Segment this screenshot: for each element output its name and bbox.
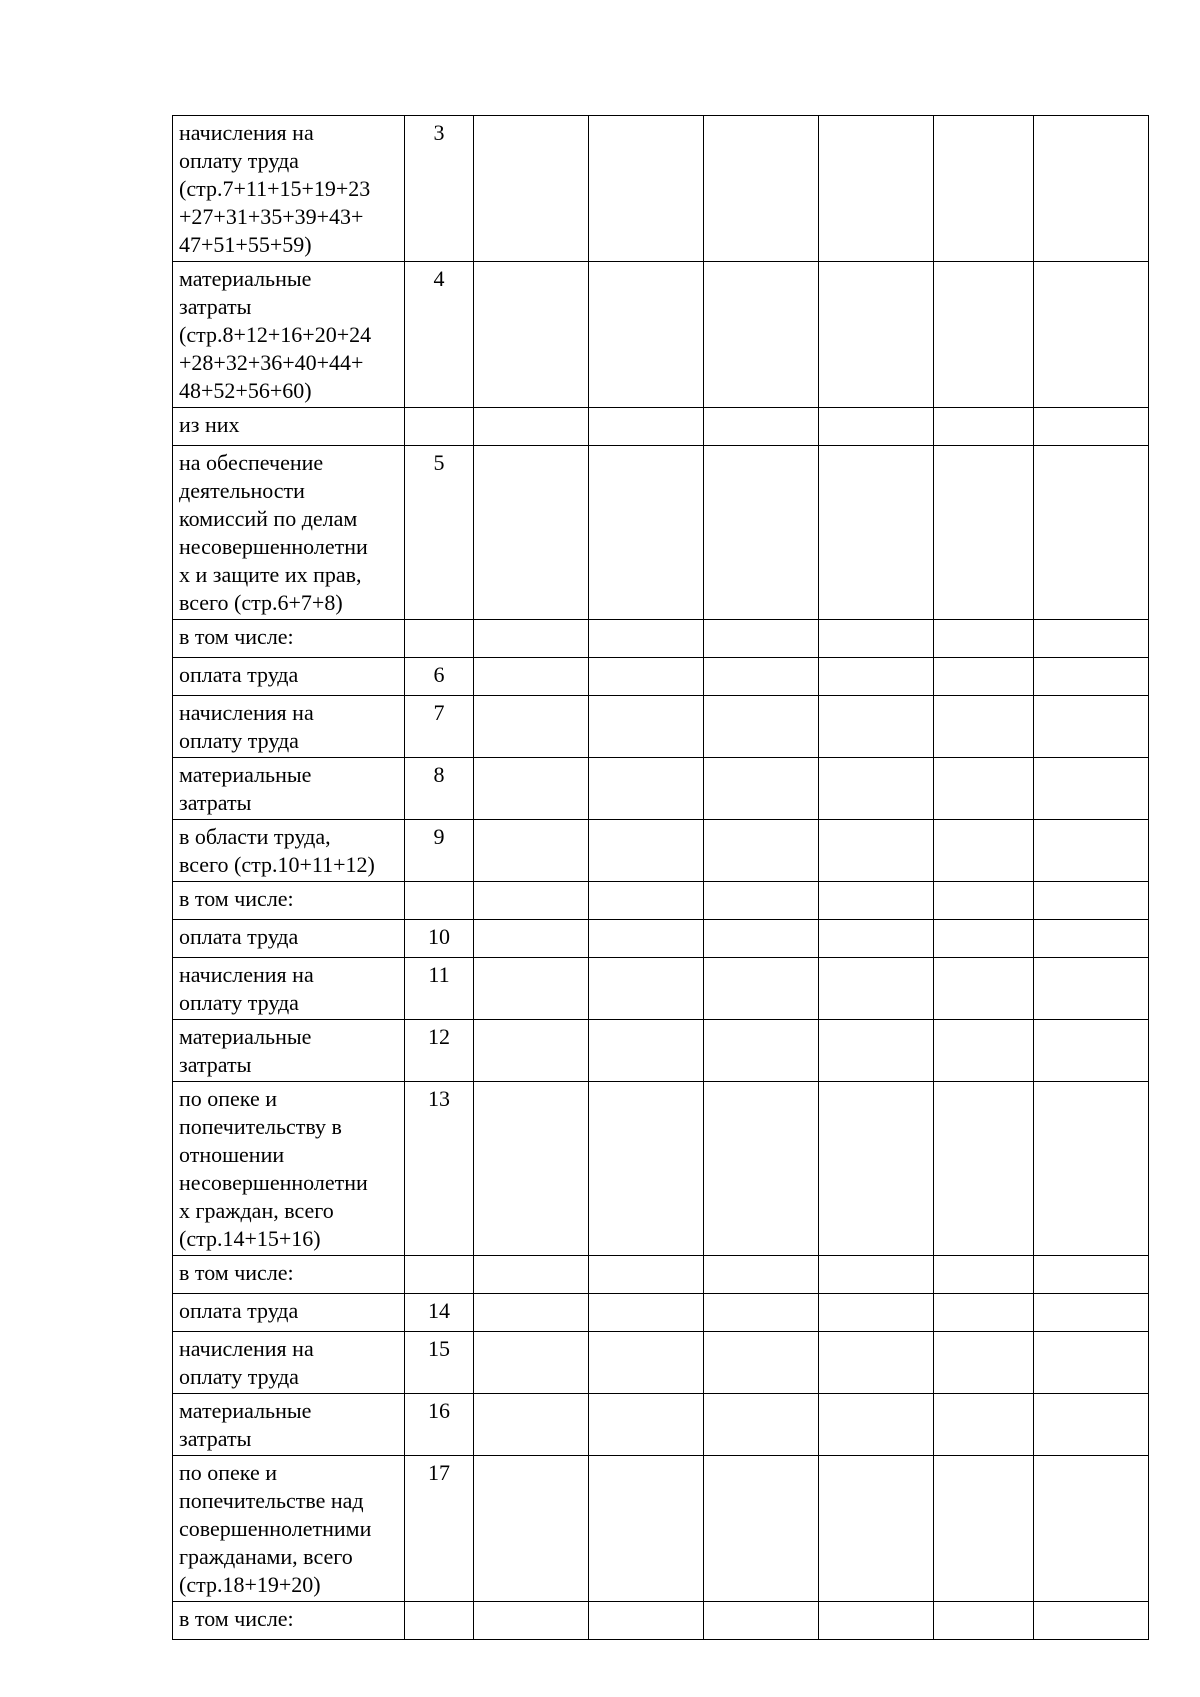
table-row bbox=[173, 1256, 1149, 1294]
empty-value-cell bbox=[819, 1602, 934, 1640]
empty-value-cell bbox=[1034, 620, 1149, 658]
empty-value-cell bbox=[1034, 758, 1149, 820]
empty-value-cell bbox=[819, 882, 934, 920]
empty-value-cell bbox=[474, 1020, 589, 1082]
empty-value-cell bbox=[474, 758, 589, 820]
empty-value-cell bbox=[704, 1082, 819, 1256]
empty-value-cell bbox=[704, 1256, 819, 1294]
row-number-cell: 15 bbox=[405, 1332, 474, 1394]
row-number-cell: 14 bbox=[405, 1294, 474, 1332]
empty-value-cell bbox=[934, 758, 1034, 820]
row-number-cell: 6 bbox=[405, 658, 474, 696]
empty-value-cell bbox=[934, 1456, 1034, 1602]
table-row bbox=[173, 262, 1149, 408]
row-label-cell: из них bbox=[173, 408, 405, 446]
empty-value-cell bbox=[704, 1602, 819, 1640]
empty-value-cell bbox=[474, 1256, 589, 1294]
empty-value-cell bbox=[589, 1602, 704, 1640]
empty-value-cell bbox=[589, 1256, 704, 1294]
empty-value-cell bbox=[819, 620, 934, 658]
empty-value-cell bbox=[474, 262, 589, 408]
table-row bbox=[173, 116, 1149, 262]
empty-value-cell bbox=[589, 658, 704, 696]
empty-value-cell bbox=[1034, 1394, 1149, 1456]
empty-value-cell bbox=[474, 920, 589, 958]
empty-value-cell bbox=[819, 1256, 934, 1294]
empty-value-cell bbox=[1034, 1332, 1149, 1394]
empty-value-cell bbox=[474, 882, 589, 920]
row-number-cell: 10 bbox=[405, 920, 474, 958]
empty-value-cell bbox=[934, 1020, 1034, 1082]
empty-value-cell bbox=[704, 1332, 819, 1394]
empty-value-cell bbox=[474, 116, 589, 262]
empty-value-cell bbox=[1034, 1256, 1149, 1294]
row-number-cell bbox=[405, 408, 474, 446]
row-label-cell: оплата труда bbox=[173, 1294, 405, 1332]
empty-value-cell bbox=[819, 820, 934, 882]
row-label-cell: начисления на оплату труда bbox=[173, 1332, 405, 1394]
empty-value-cell bbox=[704, 758, 819, 820]
empty-value-cell bbox=[589, 1394, 704, 1456]
empty-value-cell bbox=[474, 696, 589, 758]
empty-value-cell bbox=[819, 920, 934, 958]
empty-value-cell bbox=[589, 1020, 704, 1082]
budget-table bbox=[172, 115, 1149, 1640]
row-label-cell: в том числе: bbox=[173, 1602, 405, 1640]
row-label-cell: начисления на оплату труда bbox=[173, 696, 405, 758]
empty-value-cell bbox=[704, 958, 819, 1020]
empty-value-cell bbox=[934, 1602, 1034, 1640]
empty-value-cell bbox=[819, 1020, 934, 1082]
empty-value-cell bbox=[819, 696, 934, 758]
table-row bbox=[173, 1082, 1149, 1256]
empty-value-cell bbox=[1034, 1294, 1149, 1332]
empty-value-cell bbox=[474, 446, 589, 620]
empty-value-cell bbox=[474, 1394, 589, 1456]
empty-value-cell bbox=[704, 696, 819, 758]
empty-value-cell bbox=[589, 958, 704, 1020]
empty-value-cell bbox=[474, 958, 589, 1020]
row-number-cell: 5 bbox=[405, 446, 474, 620]
table-row bbox=[173, 1602, 1149, 1640]
empty-value-cell bbox=[819, 658, 934, 696]
empty-value-cell bbox=[934, 920, 1034, 958]
empty-value-cell bbox=[589, 1456, 704, 1602]
empty-value-cell bbox=[1034, 1020, 1149, 1082]
empty-value-cell bbox=[934, 620, 1034, 658]
empty-value-cell bbox=[934, 958, 1034, 1020]
empty-value-cell bbox=[934, 1294, 1034, 1332]
row-label-cell: оплата труда bbox=[173, 920, 405, 958]
row-label-cell: начисления на оплату труда (стр.7+11+15+19+23 +27+31+35+39+43+ 47+51+55+59) bbox=[173, 116, 405, 262]
table-row bbox=[173, 1456, 1149, 1602]
row-label-cell: материальные затраты bbox=[173, 758, 405, 820]
empty-value-cell bbox=[1034, 958, 1149, 1020]
empty-value-cell bbox=[474, 658, 589, 696]
row-number-cell: 7 bbox=[405, 696, 474, 758]
empty-value-cell bbox=[474, 1602, 589, 1640]
table-body bbox=[173, 116, 1149, 1640]
empty-value-cell bbox=[819, 758, 934, 820]
table-row bbox=[173, 620, 1149, 658]
row-label-cell: начисления на оплату труда bbox=[173, 958, 405, 1020]
empty-value-cell bbox=[704, 620, 819, 658]
empty-value-cell bbox=[589, 262, 704, 408]
empty-value-cell bbox=[934, 116, 1034, 262]
row-number-cell bbox=[405, 1256, 474, 1294]
empty-value-cell bbox=[1034, 920, 1149, 958]
empty-value-cell bbox=[1034, 658, 1149, 696]
empty-value-cell bbox=[589, 116, 704, 262]
empty-value-cell bbox=[1034, 408, 1149, 446]
table-row bbox=[173, 958, 1149, 1020]
empty-value-cell bbox=[704, 116, 819, 262]
empty-value-cell bbox=[934, 446, 1034, 620]
empty-value-cell bbox=[704, 882, 819, 920]
empty-value-cell bbox=[589, 820, 704, 882]
empty-value-cell bbox=[589, 920, 704, 958]
empty-value-cell bbox=[934, 262, 1034, 408]
row-number-cell bbox=[405, 1602, 474, 1640]
table-row bbox=[173, 820, 1149, 882]
row-label-cell: в области труда, всего (стр.10+11+12) bbox=[173, 820, 405, 882]
empty-value-cell bbox=[934, 882, 1034, 920]
table-row bbox=[173, 882, 1149, 920]
table-row bbox=[173, 1020, 1149, 1082]
row-label-cell: в том числе: bbox=[173, 1256, 405, 1294]
table-row bbox=[173, 920, 1149, 958]
empty-value-cell bbox=[819, 116, 934, 262]
row-number-cell: 11 bbox=[405, 958, 474, 1020]
empty-value-cell bbox=[1034, 820, 1149, 882]
row-number-cell: 13 bbox=[405, 1082, 474, 1256]
row-label-cell: материальные затраты (стр.8+12+16+20+24 +28+32+36+40+44+ 48+52+56+60) bbox=[173, 262, 405, 408]
empty-value-cell bbox=[704, 408, 819, 446]
table-row bbox=[173, 1332, 1149, 1394]
empty-value-cell bbox=[474, 408, 589, 446]
empty-value-cell bbox=[934, 408, 1034, 446]
row-label-cell: по опеке и попечительстве над совершеннолетними гражданами, всего (стр.18+19+20) bbox=[173, 1456, 405, 1602]
empty-value-cell bbox=[1034, 116, 1149, 262]
empty-value-cell bbox=[589, 1332, 704, 1394]
empty-value-cell bbox=[704, 658, 819, 696]
empty-value-cell bbox=[934, 820, 1034, 882]
empty-value-cell bbox=[474, 620, 589, 658]
table-row bbox=[173, 1294, 1149, 1332]
table-row bbox=[173, 758, 1149, 820]
row-number-cell bbox=[405, 620, 474, 658]
empty-value-cell bbox=[1034, 882, 1149, 920]
empty-value-cell bbox=[589, 408, 704, 446]
table-row bbox=[173, 1394, 1149, 1456]
row-label-cell: в том числе: bbox=[173, 620, 405, 658]
row-label-cell: в том числе: bbox=[173, 882, 405, 920]
empty-value-cell bbox=[704, 1394, 819, 1456]
empty-value-cell bbox=[704, 920, 819, 958]
empty-value-cell bbox=[589, 696, 704, 758]
empty-value-cell bbox=[934, 1332, 1034, 1394]
empty-value-cell bbox=[819, 1456, 934, 1602]
empty-value-cell bbox=[704, 1456, 819, 1602]
empty-value-cell bbox=[704, 446, 819, 620]
empty-value-cell bbox=[589, 1294, 704, 1332]
empty-value-cell bbox=[1034, 262, 1149, 408]
empty-value-cell bbox=[704, 1294, 819, 1332]
row-number-cell: 9 bbox=[405, 820, 474, 882]
empty-value-cell bbox=[819, 1294, 934, 1332]
row-number-cell: 4 bbox=[405, 262, 474, 408]
row-label-cell: на обеспечение деятельности комиссий по делам несовершеннолетни х и защите их прав, всего (стр.6+7+8) bbox=[173, 446, 405, 620]
row-number-cell: 16 bbox=[405, 1394, 474, 1456]
table-row bbox=[173, 408, 1149, 446]
empty-value-cell bbox=[1034, 1082, 1149, 1256]
table-row bbox=[173, 696, 1149, 758]
table-row bbox=[173, 658, 1149, 696]
empty-value-cell bbox=[934, 1394, 1034, 1456]
row-number-cell: 3 bbox=[405, 116, 474, 262]
row-label-cell: по опеке и попечительству в отношении несовершеннолетни х граждан, всего (стр.14+15+16) bbox=[173, 1082, 405, 1256]
empty-value-cell bbox=[819, 408, 934, 446]
empty-value-cell bbox=[934, 658, 1034, 696]
empty-value-cell bbox=[474, 820, 589, 882]
row-label-cell: оплата труда bbox=[173, 658, 405, 696]
empty-value-cell bbox=[819, 262, 934, 408]
row-number-cell: 17 bbox=[405, 1456, 474, 1602]
empty-value-cell bbox=[1034, 1456, 1149, 1602]
empty-value-cell bbox=[704, 1020, 819, 1082]
empty-value-cell bbox=[819, 958, 934, 1020]
row-label-cell: материальные затраты bbox=[173, 1394, 405, 1456]
row-number-cell: 8 bbox=[405, 758, 474, 820]
table-row bbox=[173, 446, 1149, 620]
row-label-cell: материальные затраты bbox=[173, 1020, 405, 1082]
empty-value-cell bbox=[1034, 1602, 1149, 1640]
empty-value-cell bbox=[934, 1082, 1034, 1256]
empty-value-cell bbox=[474, 1294, 589, 1332]
empty-value-cell bbox=[704, 262, 819, 408]
row-number-cell bbox=[405, 882, 474, 920]
empty-value-cell bbox=[589, 446, 704, 620]
empty-value-cell bbox=[474, 1332, 589, 1394]
empty-value-cell bbox=[819, 446, 934, 620]
empty-value-cell bbox=[819, 1394, 934, 1456]
empty-value-cell bbox=[589, 1082, 704, 1256]
empty-value-cell bbox=[589, 882, 704, 920]
empty-value-cell bbox=[589, 620, 704, 658]
empty-value-cell bbox=[934, 1256, 1034, 1294]
empty-value-cell bbox=[704, 820, 819, 882]
empty-value-cell bbox=[819, 1082, 934, 1256]
row-number-cell: 12 bbox=[405, 1020, 474, 1082]
empty-value-cell bbox=[474, 1456, 589, 1602]
empty-value-cell bbox=[819, 1332, 934, 1394]
empty-value-cell bbox=[589, 758, 704, 820]
empty-value-cell bbox=[1034, 446, 1149, 620]
empty-value-cell bbox=[934, 696, 1034, 758]
empty-value-cell bbox=[474, 1082, 589, 1256]
empty-value-cell bbox=[1034, 696, 1149, 758]
